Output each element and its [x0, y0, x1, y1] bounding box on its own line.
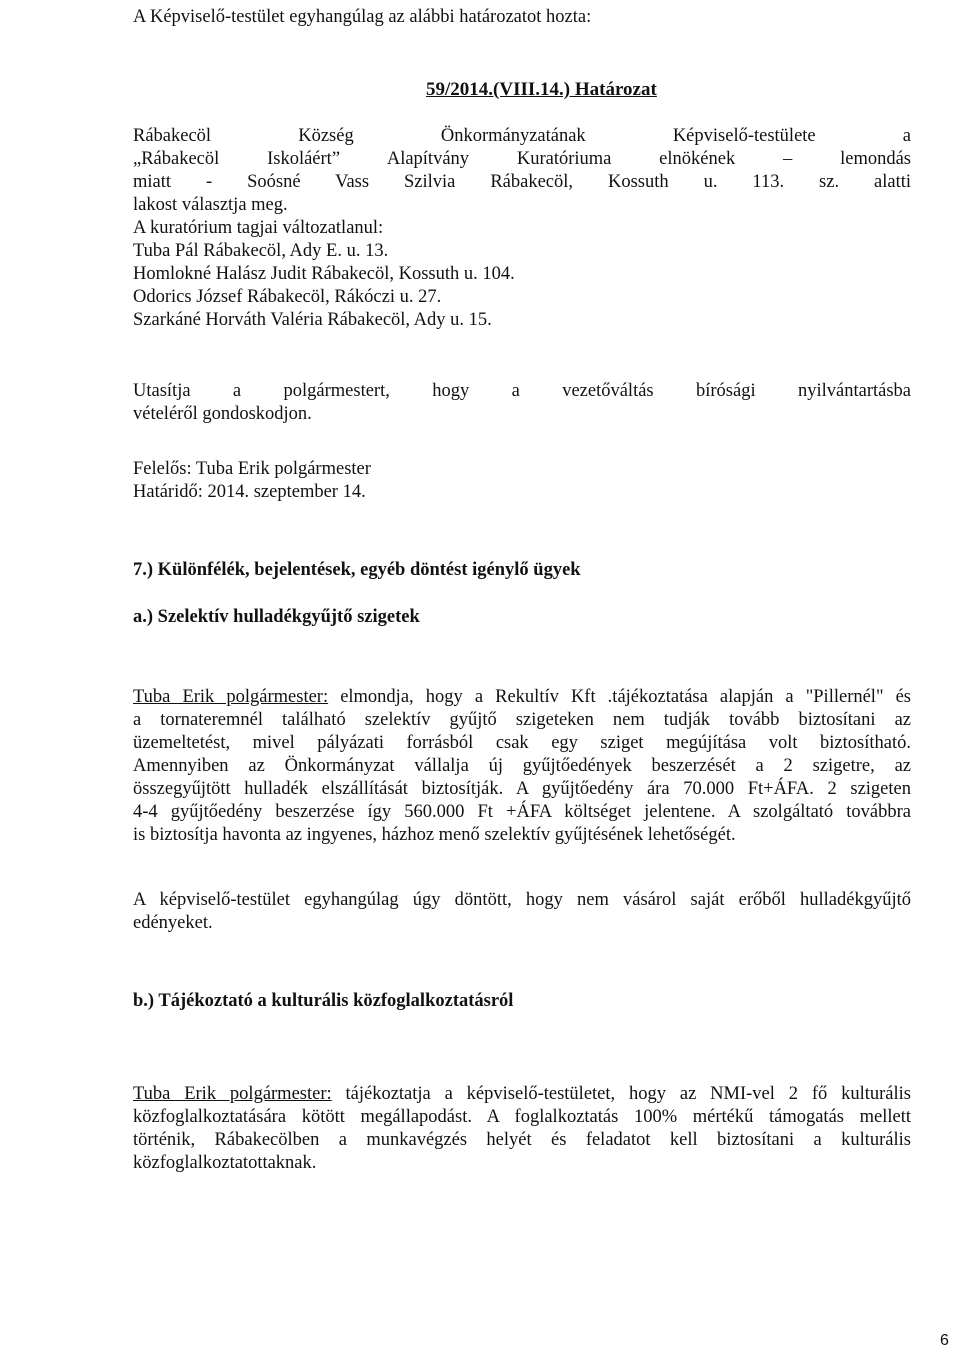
responsible-text: Felelős: Tuba Erik polgármester — [133, 459, 371, 479]
section-a-heading: a.) Szelektív hulladékgyűjtő szigetek — [133, 607, 420, 627]
section-a-first-line — [133, 686, 911, 709]
instruction-line: Utasítja a polgármestert, hogy a vezetőváltás bírósági nyilvántartásba — [133, 381, 911, 401]
speaker-name: Tuba Erik polgármester: — [133, 1084, 332, 1104]
members-intro: A kuratórium tagjai változatlanul: — [133, 218, 384, 238]
decision-line: edényeket. — [133, 913, 213, 933]
instruction — [133, 380, 911, 426]
section-a-line: Amennyiben az Önkormányzat vállalja új gyűjtőedények beszerzését a 2 szigetre, az — [133, 756, 911, 776]
deadline-text: Határidő: 2014. szeptember 14. — [133, 482, 366, 502]
member-item: Homlokné Halász Judit Rábakecöl, Kossuth u. 104. — [133, 264, 515, 284]
section-b-line: közfoglalkoztatottaknak. — [133, 1153, 317, 1173]
intro-text: A Képviselő-testület egyhangúlag az alábbi határozatot hozta: — [133, 7, 592, 27]
instruction-line: vételéről gondoskodjon. — [133, 404, 312, 424]
resolution-line: Rábakecöl Község Önkormányzatának Képviselő-testülete a — [133, 126, 911, 146]
section-a-line: üzemeltetést, mivel pályázati forrásból csak egy sziget megújítása volt biztosítható. — [133, 733, 911, 753]
member-item: Odorics József Rábakecöl, Rákóczi u. 27. — [133, 287, 442, 307]
section-b-line-text: tájékoztatja a képviselő-testületet, hogy az NMI-vel 2 fő kulturális — [331, 1084, 911, 1104]
resolution-line: miatt - Soósné Vass Szilvia Rábakecöl, Kossuth u. 113. sz. alatti — [133, 172, 911, 192]
section-a-line-text: elmondja, hogy a Rekultív Kft .tájékoztatása alapján a "Pillernél" és — [328, 687, 911, 707]
section-b-first-line — [133, 1083, 911, 1106]
section-b-body — [133, 1083, 911, 1175]
resolution-line: lakost választja meg. — [133, 195, 288, 215]
page-number: 6 — [940, 1332, 949, 1349]
section-a-line: 4-4 gyűjtőedény beszerzése így 560.000 Ft +ÁFA költséget jelentene. A szolgáltató továbbra — [133, 802, 911, 822]
section-b-heading: b.) Tájékoztató a kulturális közfoglalkoztatásról — [133, 991, 514, 1011]
resolution-title: 59/2014.(VIII.14.) Határozat — [426, 79, 657, 100]
section-a-line: összegyűjtött hulladék elszállítását biztosítják. A gyűjtőedény ára 70.000 Ft+ÁFA. 2 szigeten — [133, 779, 911, 799]
resolution-line: „Rábakecöl Iskoláért” Alapítvány Kuratóriuma elnökének – lemondás — [133, 149, 911, 169]
responsibility — [133, 458, 911, 504]
section-a-body — [133, 686, 911, 847]
member-item: Szarkáné Horváth Valéria Rábakecöl, Ady u. 15. — [133, 310, 492, 330]
decision-line: A képviselő-testület egyhangúlag úgy döntött, hogy nem vásárol saját erőből hulladékgyűjtő — [133, 890, 911, 910]
resolution-body — [133, 125, 911, 332]
member-item: Tuba Pál Rábakecöl, Ady E. u. 13. — [133, 241, 389, 261]
section-a-line: is biztosítja havonta az ingyenes, házhoz menő szelektív gyűjtésének lehetőségét. — [133, 825, 736, 845]
section-b-line: történik, Rábakecölben a munkavégzés helyét és feladatot kell biztosítani a kulturális — [133, 1130, 911, 1150]
section-b-line: közfoglalkoztatására kötött megállapodást. A foglalkoztatás 100% mértékű támogatás mellett — [133, 1107, 911, 1127]
section-a-line: a tornateremnél található szelektív gyűjtő szigeteken nem tudják tovább biztosítani az — [133, 710, 911, 730]
section7-heading: 7.) Különfélék, bejelentések, egyéb döntést igénylő ügyek — [133, 560, 581, 580]
section-a-decision — [133, 889, 911, 935]
speaker-name: Tuba Erik polgármester: — [133, 687, 329, 707]
